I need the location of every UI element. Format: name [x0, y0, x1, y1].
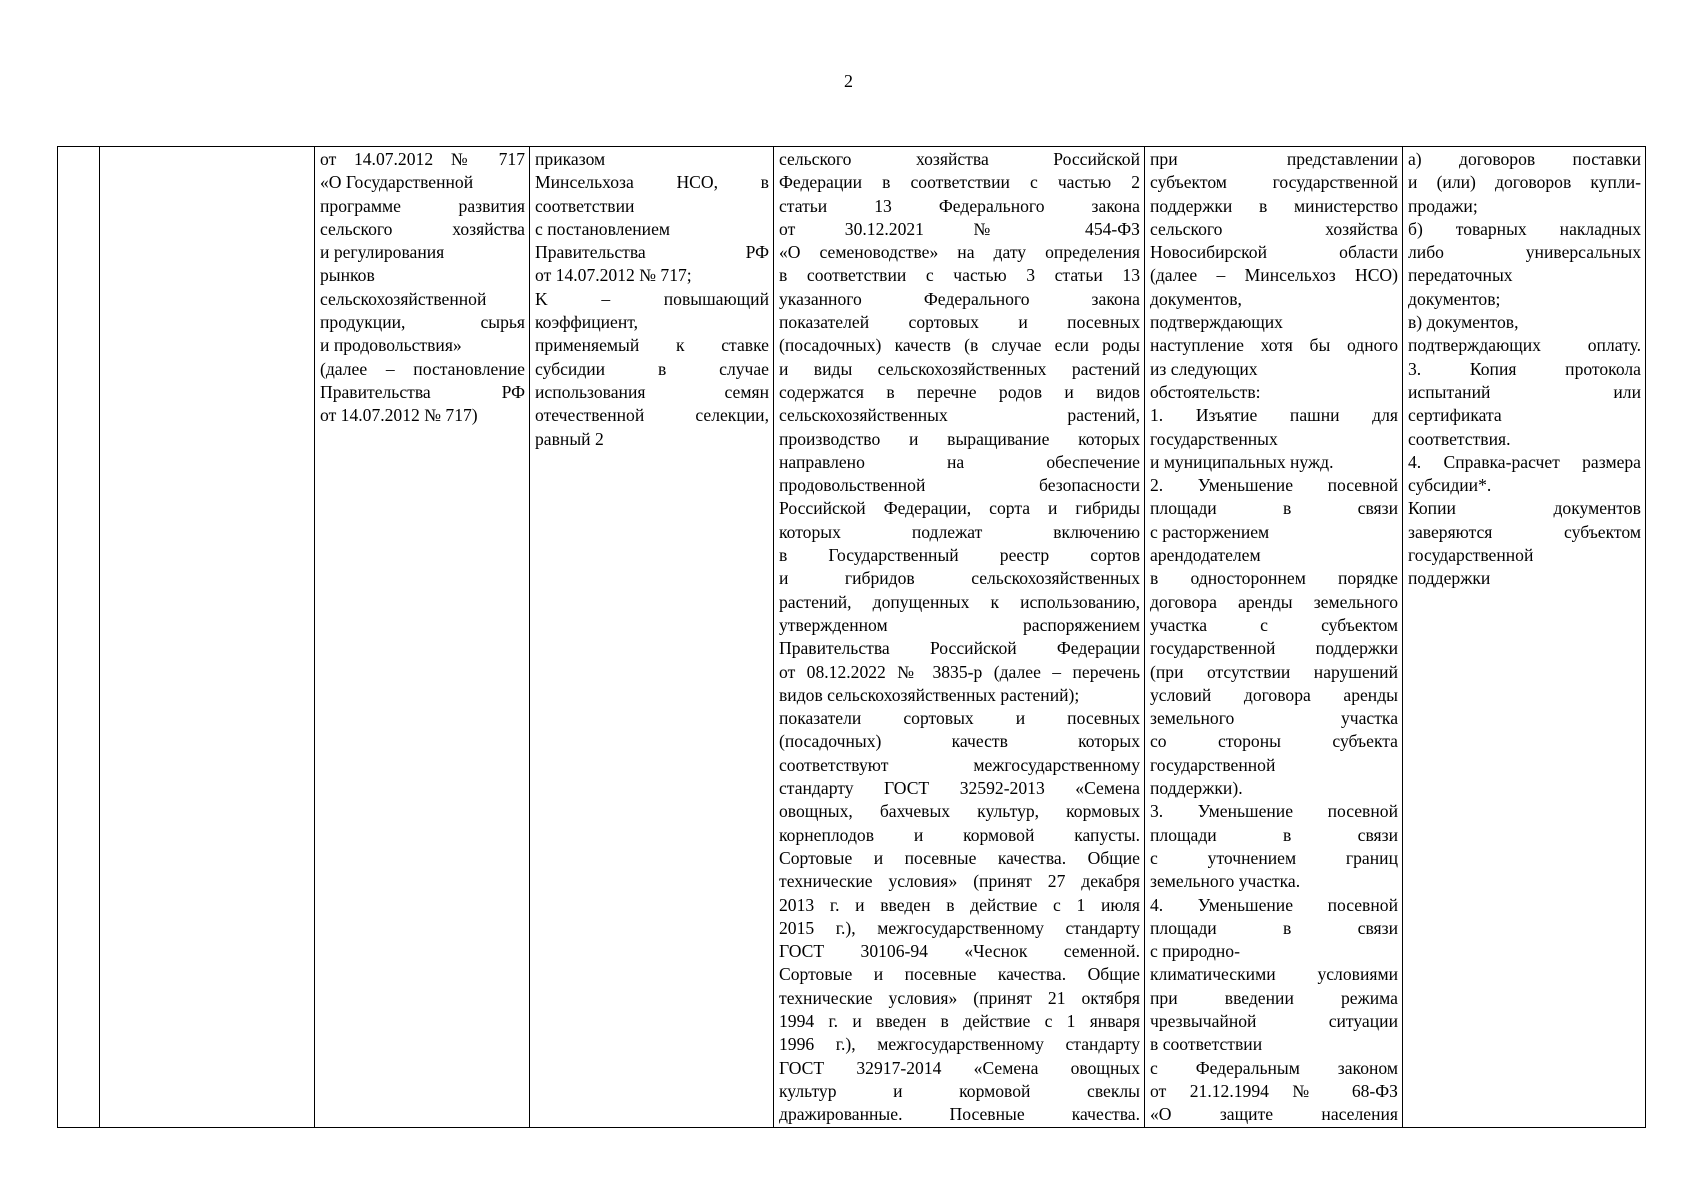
text-line: 1. Изъятие пашни для: [1150, 405, 1398, 426]
text-line: поддержки: [1408, 568, 1491, 589]
text-line: сельскохозяйственной: [320, 288, 487, 309]
text-line: участка с субъектом: [1150, 614, 1398, 635]
text-line: Российской Федерации, сорта и гибриды: [779, 498, 1140, 519]
text-line: технические условия» (принят 21 октября: [779, 987, 1140, 1008]
text-line: Федерации в соответствии с частью 2: [779, 172, 1140, 193]
text-line: Сортовые и посевные качества. Общие: [779, 964, 1140, 985]
text-line: из следующих: [1150, 358, 1258, 379]
text-line: заверяются субъектом: [1408, 521, 1641, 542]
text-line: государственной: [1408, 545, 1534, 566]
text-line: (посадочных) качеств которых: [779, 731, 1140, 752]
text-line: и муниципальных нужд.: [1150, 451, 1334, 472]
text-line: соответствуют межгосударственному: [779, 754, 1140, 775]
text-line: Минсельхоза НСО, в: [535, 172, 769, 193]
text-line: 1996 г.), межгосударственному стандарту: [779, 1034, 1140, 1055]
text-line: 2013 г. и введен в действие с 1 июля: [779, 894, 1140, 915]
page-number: 2: [844, 71, 853, 91]
text-line: при введении режима: [1150, 987, 1398, 1008]
text-line: в соответствии с частью 3 статьи 13: [779, 265, 1140, 286]
text-line: в Государственный реестр сортов: [779, 545, 1140, 566]
text-line: чрезвычайной ситуации: [1150, 1010, 1398, 1031]
text-line: 4. Справка-расчет размера: [1408, 451, 1641, 472]
text-line: Новосибирской области: [1150, 242, 1398, 263]
text-line: ГОСТ 32917-2014 «Семена овощных: [779, 1057, 1140, 1078]
text-line: земельного участка: [1150, 708, 1398, 729]
text-line: от 30.12.2021 № 454-ФЗ: [779, 218, 1140, 239]
text-line: (далее – постановление: [320, 358, 525, 379]
text-line: субъектом государственной: [1150, 172, 1398, 193]
text-line: либо универсальных: [1408, 242, 1641, 263]
text-line: показателей сортовых и посевных: [779, 312, 1140, 333]
text-line: передаточных: [1408, 265, 1513, 286]
text-line: в одностороннем порядке: [1150, 568, 1398, 589]
cell-legal-basis: [315, 147, 530, 1128]
text-line: стандарту ГОСТ 32592-2013 «Семена: [779, 778, 1140, 799]
text-line: и виды сельскохозяйственных растений: [779, 358, 1140, 379]
text-line: б) товарных накладных: [1408, 218, 1641, 239]
text-line: 4. Уменьшение посевной: [1150, 894, 1398, 915]
text-line: (при отсутствии нарушений: [1150, 661, 1398, 682]
text-line: 3. Уменьшение посевной: [1150, 801, 1398, 822]
document-table: [57, 146, 1646, 1128]
text-line: (посадочных) качеств (в случае если роды: [779, 335, 1140, 356]
text-line: технические условия» (принят 27 декабря: [779, 871, 1140, 892]
text-line: производство и выращивание которых: [779, 428, 1140, 449]
text-line: утвержденном распоряжением: [779, 614, 1140, 635]
text-line: программе развития: [320, 195, 525, 216]
text-line: документов,: [1150, 288, 1242, 309]
text-line: климатическими условиями: [1150, 964, 1398, 985]
text-line: сельскохозяйственных растений,: [779, 405, 1140, 426]
cell-conditions: [774, 147, 1145, 1128]
text-line: 3. Копия протокола: [1408, 358, 1641, 379]
text-line: наступление хотя бы одного: [1150, 335, 1398, 356]
text-line: и продовольствия»: [320, 335, 462, 356]
text-line: договора аренды земельного: [1150, 591, 1398, 612]
text-line: «О защите населения: [1150, 1104, 1398, 1125]
text-line: Правительства РФ: [320, 381, 525, 402]
text-line: корнеплодов и кормовой капусты.: [779, 824, 1140, 845]
text-line: содержатся в перечне родов и видов: [779, 381, 1140, 402]
text-line: государственной поддержки: [1150, 638, 1398, 659]
text-line: 1994 г. и введен в действие с 1 января: [779, 1010, 1140, 1031]
text-line: испытаний или: [1408, 381, 1641, 402]
text-line: дражированные. Посевные качества.: [779, 1104, 1140, 1125]
text-line: площади в связи: [1150, 498, 1398, 519]
cell-rate: [530, 147, 774, 1128]
text-line: от 08.12.2022 № 3835-р (далее – перечень: [779, 661, 1140, 682]
text-line: «О семеноводстве» на дату определения: [779, 242, 1140, 263]
text-line: Правительства Российской Федерации: [779, 638, 1140, 659]
text-line: а) договоров поставки: [1408, 149, 1641, 169]
table-row: [58, 147, 1646, 1128]
text-line: 2. Уменьшение посевной: [1150, 475, 1398, 496]
cell-documents: [1403, 147, 1646, 1128]
text-line: с постановлением: [535, 218, 671, 239]
text-line: которых подлежат включению: [779, 521, 1140, 542]
text-line: площади в связи: [1150, 917, 1398, 938]
text-line: субсидии в случае: [535, 358, 769, 379]
text-line: Копии документов: [1408, 498, 1641, 519]
text-line: условий договора аренды: [1150, 684, 1398, 705]
text-line: в соответствии: [1150, 1034, 1263, 1055]
text-line: соответствии: [535, 195, 635, 216]
text-line: арендодателем: [1150, 545, 1261, 566]
text-line: обстоятельств:: [1150, 381, 1261, 402]
text-line: и регулирования: [320, 242, 445, 263]
text-line: приказом: [535, 149, 606, 169]
text-line: продажи;: [1408, 195, 1478, 216]
text-line: при представлении: [1150, 149, 1398, 169]
text-line: от 14.07.2012 № 717: [320, 149, 525, 169]
cell-number: [58, 147, 100, 1128]
text-line: с уточнением границ: [1150, 847, 1398, 868]
text-line: от 14.07.2012 № 717): [320, 405, 478, 426]
text-line: с Федеральным законом: [1150, 1057, 1398, 1078]
text-line: и (или) договоров купли-: [1408, 172, 1641, 193]
text-line: площади в связи: [1150, 824, 1398, 845]
text-line: в) документов,: [1408, 312, 1519, 333]
text-line: с природно-: [1150, 941, 1240, 962]
text-line: Правительства РФ: [535, 242, 769, 263]
text-line: рынков: [320, 265, 375, 286]
text-line: продовольственной безопасности: [779, 475, 1140, 496]
text-line: «О Государственной: [320, 172, 474, 193]
text-line: государственной: [1150, 754, 1276, 775]
text-line: продукции, сырья: [320, 312, 525, 333]
text-line: сельского хозяйства Российской: [779, 149, 1140, 169]
text-line: земельного участка.: [1150, 871, 1301, 892]
text-line: культур и кормовой свеклы: [779, 1080, 1140, 1101]
text-line: от 21.12.1994 № 68-ФЗ: [1150, 1080, 1398, 1101]
text-line: 2015 г.), межгосударственному стандарту: [779, 917, 1140, 938]
text-line: указанного Федерального закона: [779, 288, 1140, 309]
text-line: коэффициент,: [535, 312, 639, 333]
text-line: направлено на обеспечение: [779, 451, 1140, 472]
text-line: сельского хозяйства: [1150, 218, 1398, 239]
text-line: поддержки в министерство: [1150, 195, 1398, 216]
text-line: применяемый к ставке: [535, 335, 769, 356]
text-line: ГОСТ 30106-94 «Чеснок семенной.: [779, 941, 1140, 962]
text-line: со стороны субъекта: [1150, 731, 1398, 752]
text-line: статьи 13 Федерального закона: [779, 195, 1140, 216]
cell-name: [100, 147, 315, 1128]
text-line: Сортовые и посевные качества. Общие: [779, 847, 1140, 868]
text-line: и гибридов сельскохозяйственных: [779, 568, 1140, 589]
text-line: сельского хозяйства: [320, 218, 525, 239]
text-line: сертификата: [1408, 405, 1502, 426]
text-line: от 14.07.2012 № 717;: [535, 265, 692, 286]
text-line: овощных, бахчевых культур, кормовых: [779, 801, 1140, 822]
text-line: растений, допущенных к использованию,: [779, 591, 1140, 612]
text-line: подтверждающих: [1150, 312, 1283, 333]
text-line: подтверждающих оплату.: [1408, 335, 1641, 356]
text-line: документов;: [1408, 288, 1501, 309]
text-line: K – повышающий: [535, 288, 769, 309]
text-line: поддержки).: [1150, 778, 1243, 799]
text-line: равный 2: [535, 428, 604, 449]
text-line: государственных: [1150, 428, 1278, 449]
text-line: соответствия.: [1408, 428, 1511, 449]
text-line: видов сельскохозяйственных растений);: [779, 684, 1080, 705]
text-line: использования семян: [535, 381, 769, 402]
text-line: с расторжением: [1150, 521, 1270, 542]
text-line: отечественной селекции,: [535, 405, 769, 426]
text-line: (далее – Минсельхоз НСО): [1150, 265, 1398, 286]
text-line: показатели сортовых и посевных: [779, 708, 1140, 729]
text-line: субсидии*.: [1408, 475, 1492, 496]
cell-circumstances: [1145, 147, 1403, 1128]
